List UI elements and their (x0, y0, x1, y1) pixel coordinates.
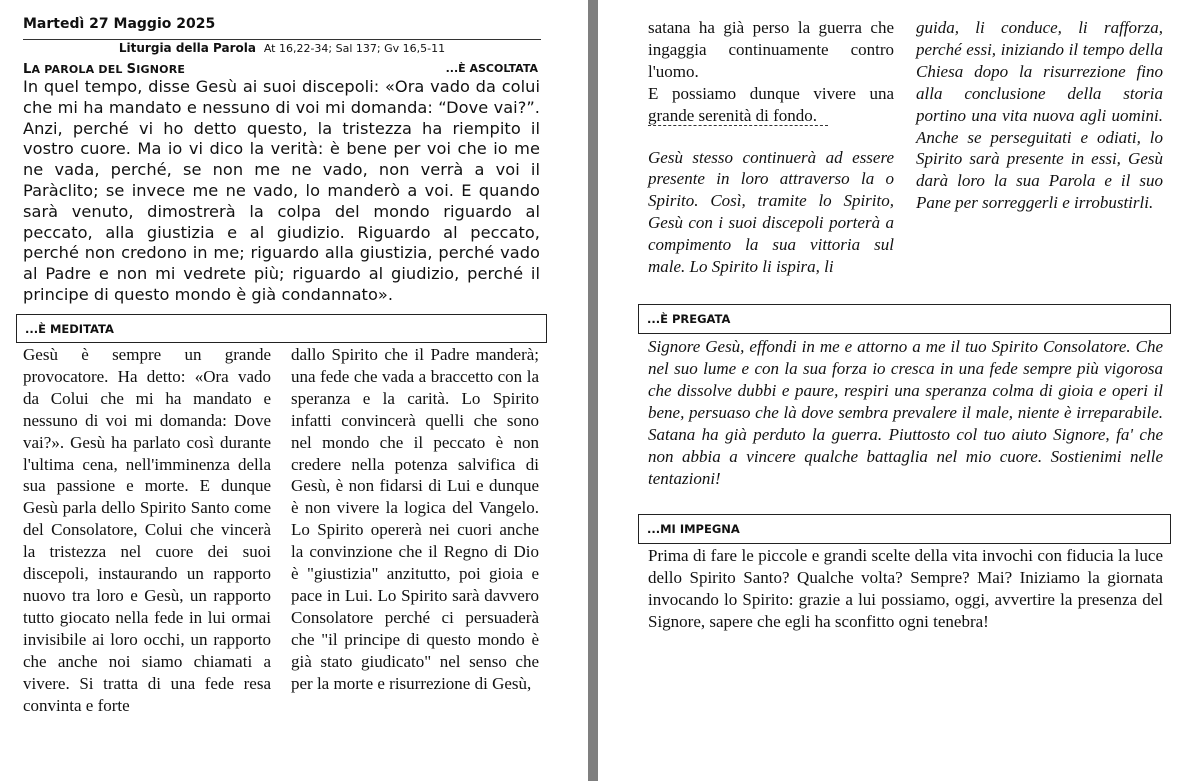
meditation-column-2: dallo Spirito che il Padre manderà; una fede che vada a braccetto con la speranza e la carità. Lo Spirito infatti convincerà quelli che sono nel mondo che il peccato è non credere nella potenza salvifica di Gesù, è non fidarsi di Lui e dunque è non vivere la logica del Vangelo. Lo Spirito opererà nei cuori anche la convinzione che il Regno di Dio è "giustizia" anzitutto, poi gioia e pace in Lui. Lo Spirito sarà davvero Consolatore perché ci persuaderà che "il principe di questo mondo è già stato giudicato" nel senso che per la morte e risurrezione di Gesù, (291, 345, 539, 693)
liturgy-heading (23, 41, 541, 55)
pregata-section-header (638, 304, 1171, 334)
header-divider (23, 39, 541, 40)
meditation-column-1: Gesù è sempre un grande provocatore. Ha detto: «Ora vado da Colui che mi ha mandato e nessuno di voi mi domanda: Dove vai?». Gesù ha parlato così durante l'ultima cena, nell'imminenza della sua passione e morte. E dunque Gesù parla dello Spirito Santo come del Consolatore, Colui che vincerà la tristezza nel cuore dei suoi discepoli, instaurando un rapporto nuovo tra loro e Gesù, un rapporto tutto giocato nella fede in lui ormai invisibile ai loro occhi, un rapporto che anche noi siamo chiamati a vivere. Si tratta di una fede resa convinta e forte (23, 345, 271, 715)
impegna-section-header (638, 514, 1171, 544)
meditation-column-3-italic: Gesù stesso continuerà ad essere presente in loro attraverso la o Spirito. Così, tramite lo Spirito, Gesù con i suoi discepoli porterà a compimento la sua vittoria sul male. Lo Spirito li ispira, li (648, 147, 894, 277)
page-gutter (588, 0, 598, 781)
liturgy-title: Liturgia della Parola (118, 41, 256, 55)
meditata-label: ...È MEDITATA (25, 321, 114, 336)
pregata-label: ...È PREGATA (647, 312, 731, 326)
right-page (598, 0, 1188, 781)
prayer-text: Signore Gesù, effondi in me e attorno a me il tuo Spirito Consolatore. Che nel suo lume e con la sua forza io cresca in una fede sempre più vigorosa che dissolve dubbi e paure, respiri una speranza colma di gioia e operi il bene, persuaso che là dove sembra prevalere il male, niente è irreparabile. Satana ha già perduto la guerra. Piuttosto col tuo aiuto Signore, fa' che non abbia a vincere qualche battaglia nel mio cuore. Sostienimi nelle tentazioni! (648, 337, 1163, 488)
word-label: LA PAROLA DEL SIGNORE (23, 62, 186, 77)
left-page (0, 0, 588, 781)
meditation-column-4: guida, li conduce, li rafforza, perché essi, iniziando il tempo della Chiesa dopo la risurrezione fino alla conclusione della storia portino una vita nuova agli uomini. Anche se perseguitati e odiati, lo Spirito sarà presente in essi, Gesù darà loro la sua Parola e il suo Pane per sorreggerli e irrobustirli. (916, 18, 1163, 213)
listened-label: ...È ASCOLTATA (445, 62, 538, 75)
readings-reference: At 16,22-34; Sal 137; Gv 16,5-11 (263, 42, 446, 55)
commitment-text: Prima di fare le piccole e grandi scelte della vita invochi con fiducia la luce dello Spirito Santo? Qualche volta? Sempre? Mai? Iniziamo la giornata invocando lo Spirito: grazie a lui possiamo, oggi, avvertire la presenza del Signore, sapere che egli ha sconfitto ogni tenebra! (648, 546, 1163, 631)
meditata-section-header (16, 314, 547, 343)
date-heading: Martedì 27 Maggio 2025 (23, 16, 216, 32)
meditation-column-3 (648, 17, 894, 278)
gospel-text: In quel tempo, disse Gesù ai suoi discepoli: «Ora vado da colui che mi ha mandato e nessuno di voi mi domanda: “Dove vai?”. Anzi, perché vi ho detto questo, la tristezza ha riempito il vostro cuore. Ma io vi dico la verità: è bene per voi che io me ne vada, perché, se non me ne vado, non verrà a voi il Paràclito; se invece me ne vado, lo manderò a voi. E quando sarà venuto, dimostrerà la colpa del mondo riguardo al peccato, alla giustizia e al giudizio. Riguardo al peccato, perché non credono in me; riguardo alla giustizia, perché vado al Padre e non mi vedrete più; riguardo al giudizio, perché il principe di questo mondo è già condannato». (23, 77, 540, 304)
dashed-divider (648, 125, 828, 126)
meditation-column-3-text: satana ha già perso la guerra che ingaggia continuamente contro l'uomo. E possiamo dunque vivere una grande serenità di fondo. (648, 18, 894, 125)
impegna-label: ...MI IMPEGNA (647, 522, 740, 536)
